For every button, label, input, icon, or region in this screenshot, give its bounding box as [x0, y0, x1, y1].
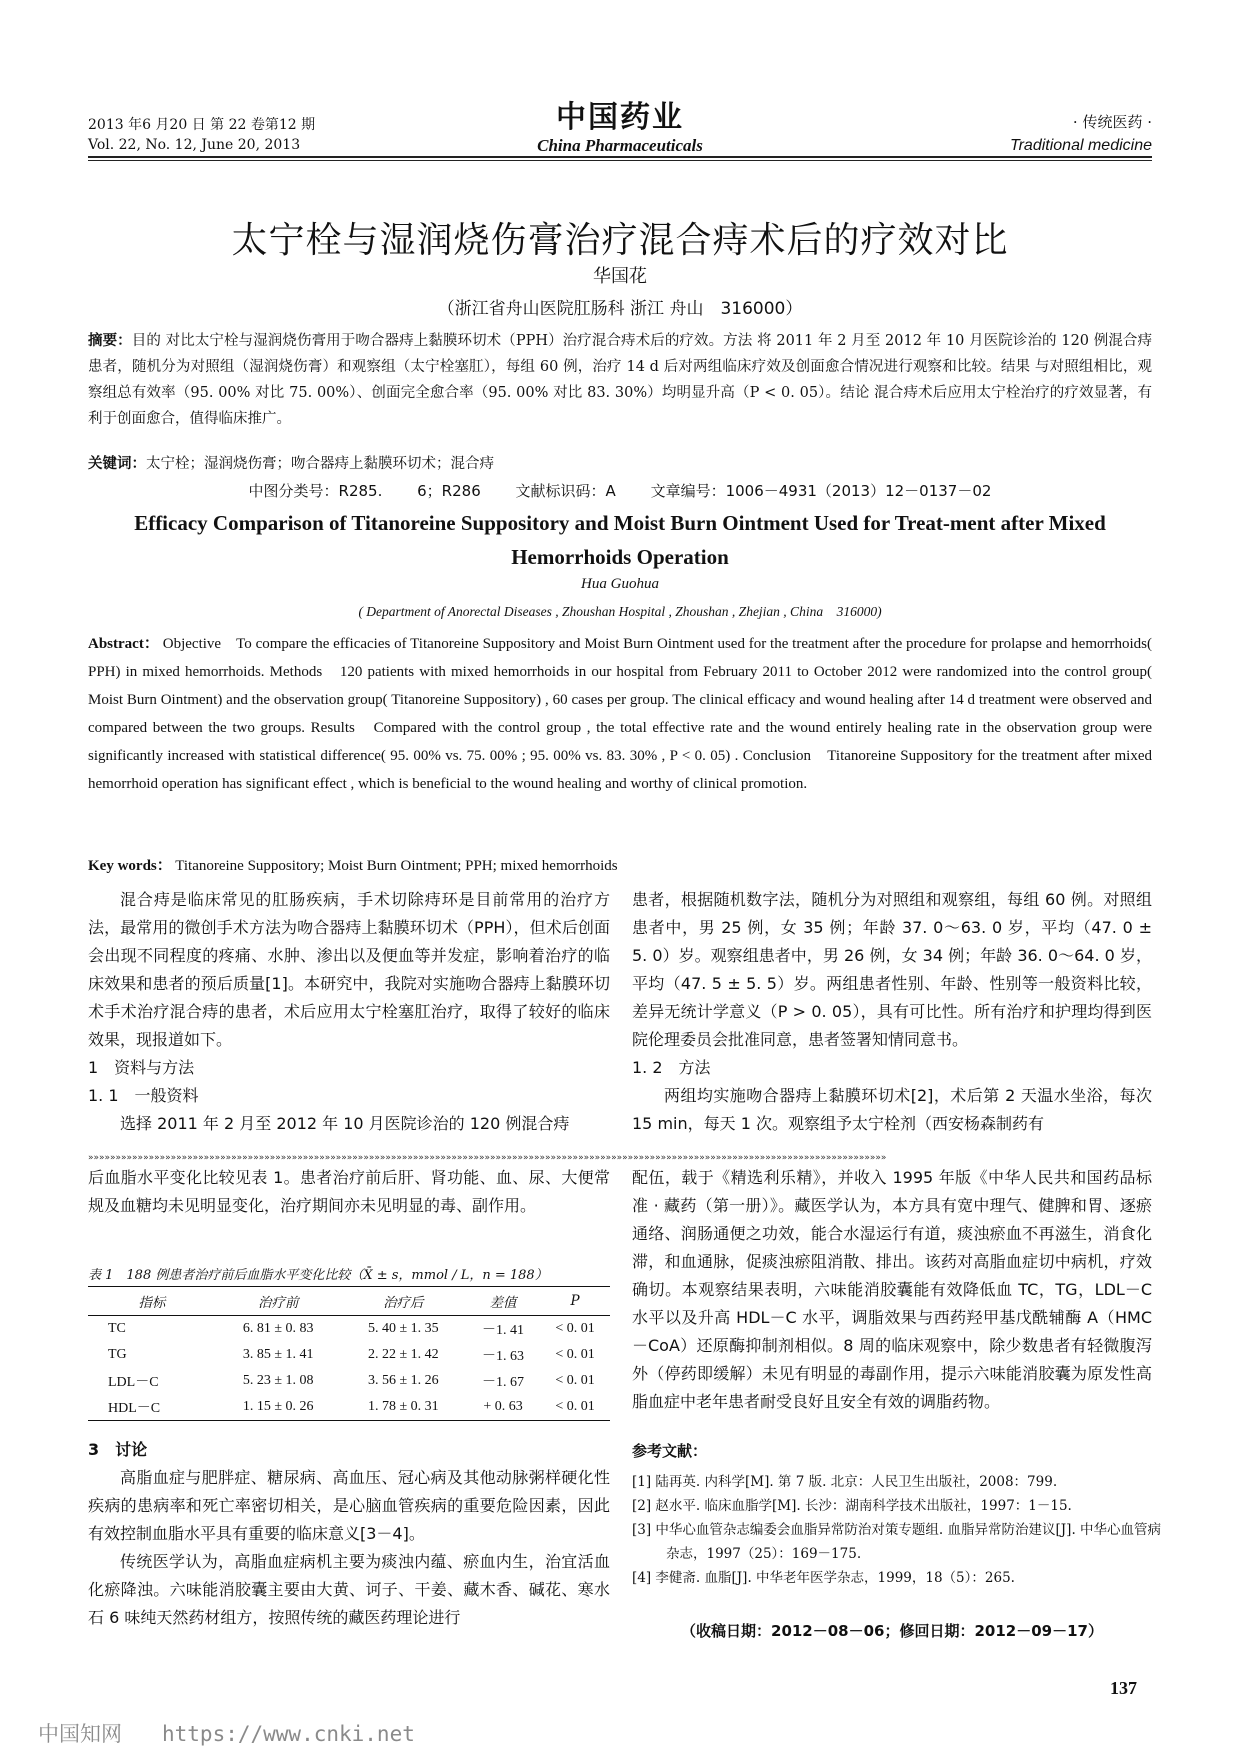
table-cell: LDL－C: [108, 1375, 159, 1390]
clc-number: 中图分类号：R285. 6；R286: [248, 482, 481, 500]
table-cell: 1. 15 ± 0. 26: [216, 1394, 341, 1421]
watermark-url: https://www.cnki.net: [162, 1722, 415, 1746]
table-cell: 6. 81 ± 0. 83: [242, 1321, 314, 1336]
affiliation-cn: （浙江省舟山医院肛肠科 浙江 舟山 316000）: [437, 299, 803, 319]
issue-info-cn: 2013 年6 月20 日 第 22 卷第12 期: [88, 117, 316, 133]
affiliation-en: ( Department of Anorectal Diseases , Zhoushan Hospital , Zhoushan , Zhejian , China 316000): [358, 604, 882, 619]
table-row: [88, 1342, 610, 1368]
table-row: [88, 1368, 610, 1394]
table-header-cell: 指标: [88, 1287, 216, 1316]
header-rule: [88, 156, 1152, 158]
discussion-paragraph-2: 传统医学认为，高脂血症病机主要为痰浊内蕴、瘀血内生，治宜活血化瘀降浊。六味能消胶囊主要由大黄、诃子、干姜、藏木香、碱花、寒水石 6 味纯天然药材组方，按照传统的藏医药理论进行: [88, 1552, 610, 1627]
table-cell: 5. 40 ± 1. 35: [367, 1321, 439, 1336]
abstract-cn: [88, 328, 1152, 432]
table-header-cell: 治疗后: [341, 1287, 466, 1316]
watermark-cn: 中国知网: [38, 1722, 122, 1746]
section-heading-discussion: 3 讨论: [88, 1440, 148, 1459]
table-cell: －1. 67: [482, 1375, 525, 1390]
table-cell: 2. 22 ± 1. 42: [367, 1347, 439, 1362]
section-label-en: Traditional medicine: [1010, 137, 1152, 154]
table-cell: 3. 85 ± 1. 41: [242, 1347, 314, 1362]
table-header-cell: 治疗前: [216, 1287, 341, 1316]
keywords-cn-label: 关键词：: [88, 456, 146, 472]
document-code: 文献标识码：A: [515, 482, 616, 500]
results-paragraph: 后血脂水平变化比较见表 1。患者治疗前后肝、肾功能、血、尿、大便常规及血糖均未见明显变化，治疗期间亦未见明显的毒、副作用。: [88, 1168, 610, 1215]
table-row: [88, 1316, 610, 1343]
table-cell: < 0. 01: [555, 1373, 595, 1388]
keywords-cn-text: 太宁栓；湿润烧伤膏；吻合器痔上黏膜环切术；混合痔: [146, 456, 494, 472]
section-label-cn: · 传统医药 ·: [1072, 113, 1152, 131]
lipid-table: [88, 1286, 610, 1421]
journal-name-cn: 中国药业: [556, 100, 684, 135]
abstract-en-label: Abstract：: [88, 636, 159, 652]
patients-paragraph: 患者，根据随机数字法，随机分为对照组和观察组，每组 60 例。对照组患者中，男 25 例，女 35 例；年龄 37. 0～63. 0 岁，平均（47. 0 ± 5. 0）岁。观察组患者中，男 26 例，女 34 例；年龄 36. 0～64. 0 岁，平均（47. 5 ± 5. 5）岁。两组患者性别、年龄、性别等一般资料比较，差异无统计学意义（P > 0. 05），具有可比性。所有治疗和护理均得到医院伦理委员会批准同意，患者签署知情同意书。: [632, 890, 1152, 1049]
section-heading-methods: 1 资料与方法: [88, 1058, 195, 1077]
classification-line: [88, 480, 1152, 501]
reference-item: [3] 中华心血管杂志编委会血脂异常防治对策专题组. 血脂异常防治建议[J]. 中华心血管病杂志，1997（25）：169－175.: [632, 1522, 1162, 1562]
discussion-section: [88, 1436, 610, 1632]
discussion-paragraph-1: 高脂血症与肥胖症、糖尿病、高血压、冠心病及其他动脉粥样硬化性疾病的患病率和死亡率密切相关，是心脑血管疾病的重要危险因素，因此有效控制血脂水平具有重要的临床意义[3－4]。: [88, 1468, 610, 1543]
article-divider: »»»»»»»»»»»»»»»»»»»»»»»»»»»»»»»»»»»»»»»»»»»»»»»»»»»»»»»»»»»»»»»»»»»»»»»»»»»»»»»»»»»»»»»»»»»»»»»»»»»»»»»»»»»»»»»»»»»»»»»»»»»»»»»»»»»»»»»»»»»»»»»»»: [88, 1154, 887, 1162]
table-cell: + 0. 63: [466, 1394, 540, 1421]
issue-info: [88, 115, 315, 155]
article-title-en: Efficacy Comparison of Titanoreine Suppository and Moist Burn Ointment Used for Treat-ment after Mixed Hemorrhoids Operation: [134, 511, 1106, 569]
discussion-continued-paragraph: 配伍，载于《精选利乐精》，并收入 1995 年版《中华人民共和国药品标准 · 藏药（第一册）》。藏医学认为，本方具有宽中理气、健脾和胃、逐瘀通络、润肠通便之功效，能合水湿运行有道，痰浊瘀血不再滋生，消食化滞，和血通脉，促痰浊瘀阻消散、排出。该药对高脂血症切中病机，疗效确切。本观察结果表明，六味能消胶囊能有效降低血 TC，TG，LDL－C 水平以及升高 HDL－C 水平，调脂效果与西药羟甲基戊酰辅酶 A（HMC－CoA）还原酶抑制剂相似。8 周的临床观察中，除少数患者有轻微腹泻外（停药即缓解）未见有明显的毒副作用，提示六味能消胶囊为原发性高脂血症中老年患者耐受良好且安全有效的调脂药物。: [632, 1168, 1152, 1411]
reference-item: [4] 李健斋. 血脂[J]. 中华老年医学杂志，1999，18（5）：265.: [632, 1570, 1015, 1586]
table-header-cell: 差值: [466, 1287, 540, 1316]
table-cell: < 0. 01: [555, 1321, 595, 1336]
table-cell: 5. 23 ± 1. 08: [242, 1373, 314, 1388]
cnki-watermark: [38, 1718, 415, 1748]
table-cell: －1. 63: [482, 1349, 525, 1364]
abstract-cn-text: 目的 对比太宁栓与湿润烧伤膏用于吻合器痔上黏膜环切术（PPH）治疗混合痔术后的疗效。方法 将 2011 年 2 月至 2012 年 10 月医院诊治的 120 例混合痔患者，随机分为对照组（湿润烧伤膏）和观察组（太宁栓塞肛），每组 60 例，治疗 14 d 后对两组临床疗效及创面愈合情况进行观察和比较。结果 与对照组相比，观察组总有效率（95. 00% 对比 75. 00%）、创面完全愈合率（95. 00% 对比 83. 30%）均明显升高（P < 0. 05）。结论 混合痔术后应用太宁栓治疗的疗效显著，有利于创面愈合，值得临床推广。: [88, 333, 1153, 427]
table-header-row: [88, 1287, 610, 1316]
references-heading: 参考文献：: [632, 1442, 708, 1460]
subsection-heading-general: 1. 1 一般资料: [88, 1086, 199, 1105]
journal-name-en: China Pharmaceuticals: [537, 136, 703, 155]
received-dates: （收稿日期：2012－08－06；修回日期：2012－09－17）: [681, 1622, 1103, 1640]
body-right-column-upper: [632, 886, 1152, 1138]
author-en: Hua Guohua: [581, 576, 659, 592]
body-right-column-lower: [632, 1164, 1152, 1416]
keywords-en-label: Key words：: [88, 858, 172, 874]
author-cn: 华国花: [593, 266, 647, 287]
table-cell: < 0. 01: [540, 1394, 610, 1421]
table-row: [88, 1394, 610, 1421]
subsection-heading-method: 1. 2 方法: [632, 1058, 711, 1077]
table-cell: 3. 56 ± 1. 26: [367, 1373, 439, 1388]
body-left-column-upper: [88, 886, 610, 1138]
journal-logo: [500, 100, 740, 156]
article-title-cn: 太宁栓与湿润烧伤膏治疗混合痔术后的疗效对比: [231, 220, 1009, 261]
reference-item: [2] 赵水平. 临床血脂学[M]. 长沙：湖南科学技术出版社，1997：1－15.: [632, 1498, 1072, 1514]
table-cell: TG: [108, 1347, 127, 1362]
keywords-en-text: Titanoreine Suppository; Moist Burn Ointment; PPH; mixed hemorrhoids: [175, 858, 618, 874]
general-data-paragraph: 选择 2011 年 2 月至 2012 年 10 月医院诊治的 120 例混合痔: [120, 1114, 570, 1133]
issue-info-en: Vol. 22, No. 12, June 20, 2013: [88, 137, 301, 153]
abstract-en-text: Objective To compare the efficacies of Titanoreine Suppository and Moist Burn Ointment used for the treatment after the procedure for prolapse and hemorrhoids( PPH) in mixed hemorrhoids. Methods 120 patients with mixed hemorrhoids in our hospital from February 2011 to October 2012 were randomized into the control group( Moist Burn Ointment) and the observation group( Titanoreine Suppository) , 60 cases per group. The clinical efficacy and wound healing after 14 d treatment were observed and compared between the two groups. Results Compared with the control group , the total effective rate and the wound entirely healing rate in the observation group were significantly increased with statistical difference( 95. 00% vs. 75. 00% ; 95. 00% vs. 83. 30% , P < 0. 05) . Conclusion Titanoreine Suppository for the treatment after mixed hemorrhoid operation has significant effect , which is beneficial to the wound healing and worthy of clinical promotion.: [88, 636, 1152, 792]
table-header-cell: P: [540, 1287, 610, 1316]
body-left-column-lower: [88, 1164, 610, 1220]
method-paragraph: 两组均实施吻合器痔上黏膜环切术[2]，术后第 2 天温水坐浴，每次 15 min，每天 1 次。观察组予太宁栓剂（西安杨森制药有: [632, 1086, 1152, 1133]
keywords-en: [88, 854, 1152, 875]
table-caption: 表 1 188 例患者治疗前后血脂水平变化比较（X̄ ± s，mmol / L，n = 188）: [88, 1268, 548, 1283]
reference-item: [1] 陆再英. 内科学[M]. 第 7 版. 北京：人民卫生出版社，2008：799.: [632, 1474, 1058, 1490]
table-cell: < 0. 01: [555, 1347, 595, 1362]
abstract-cn-label: 摘要：: [88, 333, 132, 349]
header-rule-thin: [88, 160, 1152, 161]
section-label: [1010, 110, 1152, 158]
table-cell: TC: [108, 1321, 126, 1336]
intro-paragraph: 混合痔是临床常见的肛肠疾病，手术切除痔环是目前常用的治疗方法，最常用的微创手术方法为吻合器痔上黏膜环切术（PPH），但术后创面会出现不同程度的疼痛、水肿、渗出以及便血等并发症，影响着治疗的临床效果和患者的预后质量[1]。本研究中，我院对实施吻合器痔上黏膜环切术手术治疗混合痔的患者，术后应用太宁栓塞肛治疗，取得了较好的临床效果，现报道如下。: [88, 890, 610, 1049]
abstract-en: [88, 630, 1152, 798]
references-list: [632, 1470, 1162, 1590]
table-cell: 1. 78 ± 0. 31: [341, 1394, 466, 1421]
article-id: 文章编号：1006－4931（2013）12－0137－02: [650, 482, 992, 500]
table-cell: HDL－C: [88, 1394, 216, 1421]
keywords-cn: [88, 452, 1152, 476]
table-cell: －1. 41: [482, 1323, 525, 1338]
page-number: 137: [1110, 1678, 1137, 1698]
